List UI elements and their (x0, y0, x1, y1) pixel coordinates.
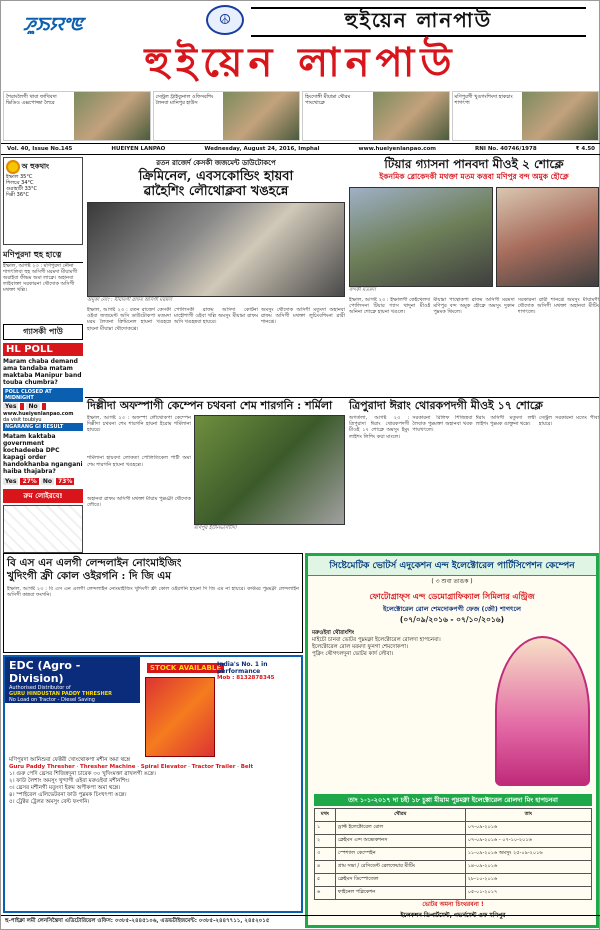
body-column: সরকারনা রিলিফ শিজিন্নবা লৈবাক পুম্নমক্তা অহানবা থবক পায়খৎলে। (412, 415, 473, 434)
edc-intro: মণিপুরদা আনিশুবা ফেক্টরী খোংথোকপা মশীন অমা থম্লে (9, 757, 131, 763)
story-body (349, 415, 599, 535)
body-column: পোলিসকী ৱাফম অসিদা কোর্টনা মাহৌশাগী ওইবা খল্লি অমসুং মীয়াম্না ৱাফম অসি খঙহন্নবা হায়রে। (174, 307, 258, 326)
poll-yes-label: Yes (5, 478, 17, 485)
weather-title: অ হুকথাং (21, 162, 50, 171)
poll-visit-link[interactable]: www.hueiyenlanpao.com (3, 411, 74, 417)
table-cell: ১১-০৯-২০১৬ অমসুং ২৫-০৯-২০১৬ (465, 848, 591, 861)
edc-phone[interactable]: Mob : 8132878345 (217, 675, 275, 681)
ad-banner: তাং ১-১-২০১৭ দা চহী ১৮ চুপ্পা মীয়াম পুম্নমক্না ইলেক্টোরেল রোলদা মিং হাপচনবা (314, 794, 592, 806)
table-row (315, 835, 592, 848)
headline-line: চথবনা শেম শারগনি : শর্মিলা (207, 399, 333, 412)
weather-line: শিলচর 34°C (6, 180, 34, 186)
edc-line: ২। ফাউ লৈশাং অমসুং খুন্দাগী ওইবা মরুওইবা মশীনশিং। (9, 778, 130, 784)
story-tear-gas (349, 157, 599, 397)
edc-advertisement (3, 655, 303, 913)
dateline (1, 143, 600, 155)
website-link[interactable]: www.hueiyenlanpao.com (358, 146, 436, 152)
story-photo-block (194, 415, 345, 533)
thresher-machine-image (145, 677, 215, 757)
side-story-headline[interactable]: মণিপুরদা হুহ হাত্নে (3, 249, 83, 263)
story-body (7, 586, 299, 646)
table-header-row (315, 809, 592, 822)
photo-caption: বন্দকী মতমদা (349, 287, 376, 293)
body-column: ইম্ফাল, আগষ্ট ২৩ : ইম্ফালগী কেইথেলদা পোলিসনা টিয়ার গ্যাস থাদুনা মীওই অনিনা শোক্লে হায়না খঙলে। (349, 297, 431, 316)
table-cell: গ্রাম সভা / রেসিডেন্ট ৱেলফেয়ার মীটিং (335, 861, 465, 874)
table-cell: ৫ (315, 874, 336, 887)
ambassador-photo (495, 636, 590, 786)
point-item: মাইচৌ চানবা ভোটর পুম্নমক্না ইলেক্টোরেল রোলদা হাপচনবা। (312, 637, 441, 643)
story-body (87, 307, 345, 397)
strip-item[interactable] (153, 91, 301, 141)
poll-yes-pct: 27% (22, 478, 37, 485)
weather-line: গুৱাহাটী 33°C (6, 186, 37, 192)
story-kicker: রতন রাজের্দ কেসকী জজমেন্ট ডাউটোকপে (156, 159, 276, 167)
body-column: অহানবা ৱাফম অসিগী মথক্তা মীয়াম পুম্নমক্না থৌদোক লৌরে। (87, 495, 191, 508)
table-row (315, 861, 592, 874)
stock-badge: STOCK AVAILABLE (147, 663, 224, 673)
body-column: অমসুং থৌদোক অসিগী মতুংদা অহানবা ৱাফম অসিগী মথক্তা লুচিংবশিংনা ৱারী শানখ্রে। (261, 307, 345, 326)
highlight: Spiral Elevator (140, 764, 187, 770)
story-body (87, 415, 191, 533)
table-row (315, 822, 592, 835)
weather-line: দিল্লী 36°C (6, 192, 29, 198)
strip-photo (74, 92, 150, 140)
issue-date: Wednesday, August 24, 2016, Imphal (204, 146, 320, 152)
table-cell: ০৭-০৯-২০১৬ (465, 822, 591, 835)
story-headline[interactable]: টিয়ার গ্যাসনা পানবদা মীওই ২ শোক্লে (384, 157, 564, 171)
table-cell: ০৭-০৯-২০১৬ - ০৭-১০-২০১৬ (465, 835, 591, 848)
hl-poll (3, 343, 83, 486)
edc-title: EDC (Agro - Division) (9, 659, 81, 685)
edc-highlights: Guru Paddy Thresher · Thresher Machine · Spiral Elevator · Tractor Trailer · Belt (9, 764, 254, 770)
ad-footer-sponsor: ইলেকশন ডিপার্টমেন্ট, গভর্নমেন্ট ওফ মণিপুর (400, 912, 506, 919)
weather-line: ইম্ফাল 35°C (6, 174, 33, 180)
edc-dealer: Authorised Distributor of (9, 685, 71, 691)
left-sidebar (3, 157, 83, 552)
brand-small-logo: ꯍꯨꯏꯌꯦꯟ (23, 14, 84, 35)
ad-title: সিষ্টেমেটিক ভোটর্স এদুকেশন এন্দ ইলেক্টোরেল পার্টিসিপেশন কেম্পেন (308, 556, 596, 576)
table-cell: ৩ (315, 848, 336, 861)
edc-line: ৫। ট্রেক্টর ট্রেলর অমসুং বেল্ট ফংগনি। (9, 799, 90, 805)
page-footer: হু-পাইক্লা লমী লেনসিন্তৈদা এডিটোরিয়েল ওফিস: ০৩৮৫-২৪৪৫১০৬, এডভর্টাইজমেন্ট: ০৩৮৫-২৪৪৭৭১১, ২৪৫২০১৫ (1, 915, 600, 929)
edc-line: ৩। থ্রেসর মশীনগী মতুংদা ইরুম অপীকপা অমা থম্লে। (9, 785, 121, 791)
strip-text: শৈরাংলৈগী থাবা ফাখিবদা ভিডিও এক্সপোজ্জা লৈরে (6, 94, 57, 106)
ad-red-line: ফোটোগ্রাফ্স এন্দ ডেমোগ্রাফিক্যাল সিমিলার এন্ট্রিজ (369, 592, 535, 601)
headline-line: বি এস এন এলগী লেন্দলাইন নোংমাইজিং (7, 557, 182, 569)
body-column: ইম্ফাল, আগষ্ট ২৩ : বি এস এন এলগী লেন্দলাইন নোংমাইজিং খুদিংগী ফ্রী কোল ওইরগনি হায়না দি জি এম না হায়রে। কস্টমর পুম্নমক্না লেন্দলাইন অসিগী কান্নবা ফংগনি। (7, 586, 299, 599)
table-row (315, 848, 592, 861)
table-cell: ৬ (315, 887, 336, 900)
india-text: India's No. 1 in performance (217, 661, 268, 675)
table-cell: ১ (315, 822, 336, 835)
body-column: মীয়াম্না পান্থোকপা ৱাফম অসিগী মরমদা মণিপুর বন্দ অমুক হৌক্লে অমসুং দুকান পুম্নমক থিংলে। (433, 297, 515, 316)
strip-text: মণিপুরগী খুঙগংশিংদা হাকচাং শাগৎপা (454, 94, 513, 106)
strip-photo (223, 92, 299, 140)
point-item: ইলেক্টোরেল রোল মরমদা ফুনগা শেমদোকপা। (312, 644, 409, 650)
poll-result-row-2 (3, 477, 83, 486)
story-photo (87, 202, 345, 297)
photo-caption: অমুকা নোং : মীয়ামগী ৱাফম অসিগী মরমদা (87, 297, 172, 303)
ad-subtitle: ( ৩ শুবা তাঙক ) (431, 578, 473, 585)
edc-line: ৪। স্পাইরেল এলিভেটরনা ফাউ পুম্নমক চিংখৎপা ঙম্লে। (9, 792, 127, 798)
story-headline[interactable] (7, 557, 299, 583)
poll-yes-label: Yes (5, 403, 17, 410)
points-title: মরুওইবা থৌরাংশিং (312, 630, 355, 636)
story-crime (87, 157, 345, 397)
body-column: ইম্ফাল, আগষ্ট ২৩ : রতন রাজের্দ কেসকী ওইবা জজমেন্ট অসি ডাউটোকপা মতমদা মরম লৈতনা ক্রিমিনেল হায়না খঙহন্নে হায়না মীয়াম্না থৌদোকখ্রে। (87, 307, 171, 332)
strip-photo (522, 92, 598, 140)
price: ₹ 4.50 (575, 146, 595, 152)
body-column: শর্মিলানা হায়বদা লোকতা পোলিতিকেল পার্টী অমা শেম শারগনি হায়না খঙহল্লে। (87, 455, 191, 468)
gas-box[interactable]: গ্যাসকী পাউ (3, 324, 83, 340)
story-subhead: ইকনমিক ব্লোকেদকী মথক্তা মতম কত্তবা মণিপুর বন্দ অমুক হৌক্লে (379, 172, 569, 181)
poll-yes-pct (20, 403, 24, 410)
poll-question: Maram chaba demand ama tandaba matam maktaba Manipur band touba chumbra? (3, 358, 82, 386)
body-column: সেন্ট্রল সরকারনা মতেং পীবা হায়রে। (538, 415, 599, 428)
rni-number: RNI No. 40746/1978 (475, 146, 537, 152)
poll-closed: POLL CLOSED AT MIDNIGHT (3, 388, 83, 402)
photo-strip (1, 91, 600, 141)
ad-blue-line: ইলেক্টোরেল রোল শেমদোকপগী ফেজ (জৌ) শাগৎলে (382, 605, 521, 613)
poll-header: HL POLL (3, 343, 83, 356)
strip-item[interactable] (3, 91, 151, 141)
edc-header (5, 657, 140, 709)
election-advertisement (305, 553, 599, 928)
story-bsnl (3, 553, 303, 653)
weather-box (3, 157, 83, 245)
side-story-text: ইম্ফাল, আগষ্ট ২৩ : মণিপুরদা নৌনা শাগৎলিবা হুহ অসিগী মরমদা মীয়ামগী অরাইবা ফীভম অমা লাক্লে। অহানবা লাইবাক্তা সরকারনা থৌদোক অসিগী মথক্তা খল্লি। (3, 263, 78, 293)
story-photo (349, 187, 493, 287)
body-column: ঈরাং অসিগী মতুংদা লম্বী লাইশং পুম্নমক ঙাক্তুনা থম্লে। (475, 415, 536, 428)
volume-info: Vol. 40, Issue No.145 (7, 146, 73, 152)
table-cell: ড্রাফ্ট ইলেক্টোরেল রোল (335, 822, 465, 835)
table-cell: ক্লেইমস এন্দ অব্জেকশনস (335, 835, 465, 848)
poll-question-2: Matam kaktaba government kochadeeba DPC kapagi order handokhanba ngangani haiba thajabra? (3, 433, 83, 475)
strip-text: হিংদোঙ্গী মীয়াম্না থৌরম পাংথোক্লে (305, 94, 351, 106)
table-cell: স্পেশ্যাল কেম্পেইন (335, 848, 465, 861)
story-body (349, 297, 599, 397)
sun-icon (6, 160, 20, 174)
table-cell: ২ (315, 835, 336, 848)
strip-photo (373, 92, 449, 140)
photo-caption: মণিপুর ইউনিভর্সিটীদা (193, 525, 237, 531)
poll-no-label: No (28, 403, 38, 410)
edc-india-badge (217, 661, 297, 681)
cartoon-image (3, 505, 83, 553)
divider (85, 397, 599, 398)
edc-line: ১। গুরু পেদি থ্রেসর শিজিন্নদুনা চারেক ৩০ খুদিংমক্তা ৱাখলগী ঙম্লে। (9, 771, 156, 777)
story-tripura (349, 399, 599, 549)
masthead (1, 1, 600, 91)
highlight: Tractor Trailer (191, 764, 236, 770)
highlight: Thresher Machine (79, 764, 136, 770)
point-item: পুক্নিং থৌগৎলদুনা ভোটর কার্দ লৌবা। (312, 651, 394, 657)
body-column: ইম্ফাল, আগষ্ট ২৩ : অফস্পা লৌথোকপা কেম্পেন দিল্লীদা চথবনা শেম শারগনি হায়না ইরোম শর্মিলানা হায়রে। (87, 415, 191, 434)
table-header: থৌরম (335, 809, 465, 822)
ad-footer-slogan: ভোটর অমনা চিংথরবনা ! (422, 901, 484, 908)
headline-line: ত্রিপুরাদা ঈরাং থোরকপদগী (349, 399, 467, 412)
headline-line: দিল্লীদা অফস্পাগী কেম্পেন (87, 399, 204, 412)
table-cell: ১৪-০৯-২০১৬ (465, 861, 591, 874)
edc-address: Kwakeithel Tiddim Road, Opp. Imphal College (9, 703, 123, 709)
headline-line: ৱাহৈশিং লৌথোক্লবা খঙহন্নে (143, 184, 289, 199)
strip-item[interactable] (302, 91, 450, 141)
story-headline[interactable] (87, 399, 345, 412)
cartoon-label: রুম লোইরবে! (3, 489, 83, 503)
highlight: Belt (240, 764, 254, 770)
table-cell: ক্লেইমস ডিস্পোজেল (335, 874, 465, 887)
story-afspa (87, 399, 345, 549)
table-header: মথং (315, 809, 336, 822)
masthead-main-title: হুইয়েন লানপাউ (144, 39, 458, 86)
table-header: তাং (465, 809, 591, 822)
table-row (315, 887, 592, 900)
table-cell: ৪ (315, 861, 336, 874)
story-headline[interactable] (349, 399, 599, 412)
headline-line: ক্রিমিনেল, এবসকোন্ডিং হায়বা (138, 169, 294, 184)
schedule-table (314, 808, 592, 900)
masthead-title-line: হুইয়েন লানপাউ (251, 7, 586, 37)
headline-line: মীওই ১৭ শোক্লে (470, 399, 543, 412)
poll-no-label: No (42, 478, 52, 485)
edc-body (9, 757, 299, 806)
table-row (315, 874, 592, 887)
edc-tagline: No Load on Tractor - Diesel Saving (9, 697, 95, 703)
poll-visit-text: da visit toubiyu (3, 417, 42, 423)
edc-brand: GURU HINDUSTAN PADDY THRESHER (9, 691, 112, 697)
poll-ngarang: NGARANG GI RESULT (3, 423, 83, 431)
story-row (87, 415, 345, 533)
table-cell: ফাইনেল পব্লিকেশন (335, 887, 465, 900)
table-cell: ০৫-০১-২০১৭ (465, 887, 591, 900)
story-photo (496, 187, 599, 287)
story-photo (194, 415, 345, 525)
highlight: Guru Paddy Thresher (9, 764, 75, 770)
ad-date-range: (০৭/০৯/২০১৬ - ০৭/১০/২০১৬) (399, 615, 505, 624)
table-cell: ২৮-১০-২০১৬ (465, 874, 591, 887)
strip-text: সেন্ট্রল ট্রাইব্যুনাল ওফিসরশিং লৈনবা মানিপুর হাউস (155, 94, 214, 106)
poll-no-pct (42, 403, 46, 410)
strip-item[interactable] (452, 91, 600, 141)
poll-result-row (3, 402, 83, 411)
poll-no-pct: 73% (57, 478, 73, 485)
story-headline[interactable] (87, 169, 345, 199)
body-column: সরকারনা ৱারী শানখ্রে অমসুং মীয়ামগী থৌদোক অসিগী মথক্তা অহানবা মীটিং শাগৎলে। (517, 297, 599, 316)
dove-emblem-icon: ☮ (206, 5, 244, 35)
story-photos (349, 187, 599, 287)
headline-line: খুদিংগী ফ্রী কোল ওইরগনি : দি জি এম (7, 570, 172, 582)
paper-name: HUEIYEN LANPAO (111, 146, 166, 152)
ad-points (308, 627, 488, 661)
body-column: অগর্তলা, আগষ্ট ২৩ : ত্রিপুরাদা ঈরাং থোরকপদগী মীওই ১৭ শোক্লে অমসুং ইমুং লাইশং লিশিং কয়া মাংলে। (349, 415, 410, 440)
